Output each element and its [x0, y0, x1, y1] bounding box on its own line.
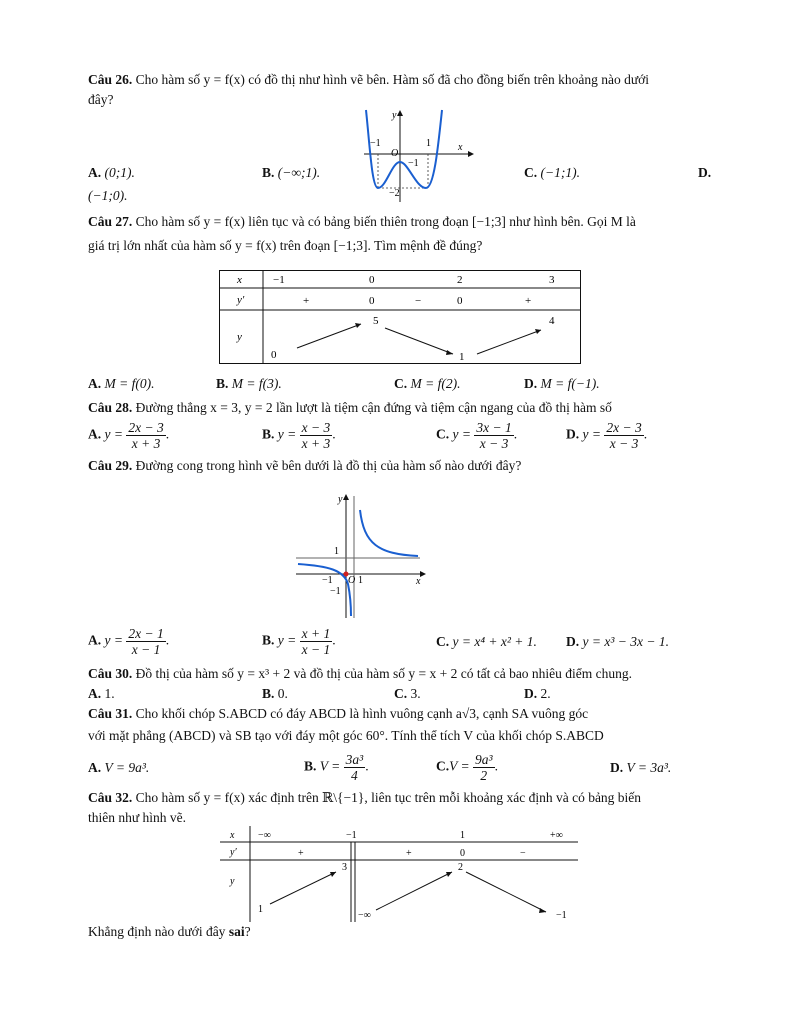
q28-option-d[interactable]: D. y = $\frac{2x - 3}{x - 3}$ .: [566, 420, 648, 451]
q31-text: Cho khối chóp S.ABCD có đáy ABCD là hình vuông cạnh a√3, cạnh SA vuông góc: [135, 706, 589, 721]
q28-option-a[interactable]: A. y = $\frac{2x - 3}{x + 3}$ .: [88, 420, 170, 451]
q27-option-c[interactable]: C. M = f(2).: [394, 376, 461, 391]
q30-label: Câu 30.: [88, 666, 133, 681]
q29-graph: [294, 490, 428, 620]
q27-x-0: −1: [273, 274, 285, 286]
q32-prompt-emphasis: sai: [228, 924, 245, 939]
q29-xtick-1: 1: [358, 575, 363, 586]
q27-y-1: 5: [373, 315, 379, 327]
q26-ytick-neg2: −2: [389, 188, 400, 199]
q32-variation-table: [220, 826, 578, 922]
q28-option-c[interactable]: C. y = $\frac{3x - 1}{x - 3}$ .: [436, 420, 518, 451]
q30-option-d[interactable]: D. 2.: [524, 686, 551, 701]
q32-x-2: 1: [460, 830, 465, 841]
q27-y-0: 0: [271, 349, 277, 361]
q26-graph: [358, 108, 476, 204]
q26-option-d-value[interactable]: (−1;0).: [88, 188, 128, 203]
q32-y-0: 1: [258, 904, 263, 915]
q28-line1: [88, 400, 612, 416]
q31-text2: với mặt phẳng (ABCD) và SB tạo với đáy một góc 60°. Tính thể tích V của khối chóp S.ABCD: [88, 728, 604, 743]
q32-y-4: −1: [556, 910, 567, 921]
q28-text: Đường thẳng x = 3, y = 2 lần lượt là tiệm cận đứng và tiệm cận ngang của đồ thị hàm số: [135, 400, 612, 415]
q26-option-a[interactable]: A. (0;1).: [88, 165, 135, 180]
q29-ytick-1: 1: [334, 546, 339, 557]
q32-text: Cho hàm số y = f(x) xác định trên ℝ\{−1}, liên tục trên mỗi khoảng xác định và có bảng biến: [135, 790, 642, 805]
q31-option-b[interactable]: B. V = $\frac{\text{3a³}}{4}$ .: [304, 752, 369, 783]
q27-row-yp: y′: [237, 294, 245, 306]
q27-sign-4: +: [525, 295, 532, 307]
q31-option-c[interactable]: C.V = $\frac{\text{9a³}}{2}$ .: [436, 752, 498, 783]
q27-y-3: 4: [549, 315, 555, 327]
q30-option-c[interactable]: C. 3.: [394, 686, 421, 701]
q27-row-x: x: [237, 274, 242, 286]
q26-ytick-neg1: −1: [408, 158, 419, 169]
q32-sign-1: +: [406, 848, 412, 859]
q26-text2: đây?: [88, 92, 114, 107]
q32-y-3: 2: [458, 862, 463, 873]
q32-sign-2: 0: [460, 848, 465, 859]
q30-text: Đồ thị của hàm số y = x³ + 2 và đồ thị của hàm số y = x + 2 có tất cả bao nhiêu điểm chung.: [135, 666, 633, 681]
q29-origin: O: [348, 575, 356, 586]
q32-line1: [88, 790, 641, 806]
q27-option-b[interactable]: B. M = f(3).: [216, 376, 282, 391]
q29-label: Câu 29.: [88, 458, 133, 473]
q31-option-d[interactable]: D. V = 3a³.: [610, 760, 672, 775]
q32-sign-3: −: [520, 848, 526, 859]
q32-sign-0: +: [298, 848, 304, 859]
q28-option-b[interactable]: B. y = $\frac{x - 3}{x + 3}$ .: [262, 420, 336, 451]
q27-variation-table: [219, 270, 581, 364]
q31-label: Câu 31.: [88, 706, 133, 721]
q30-option-a[interactable]: A. 1.: [88, 686, 115, 701]
q28-label: Câu 28.: [88, 400, 133, 415]
q32-x-0: −∞: [258, 830, 271, 841]
q26-tick-1: 1: [426, 138, 431, 149]
q27-label: Câu 27.: [88, 214, 133, 229]
q29-option-a[interactable]: A. y = $\frac{2x - 1}{x - 1}$ .: [88, 626, 170, 657]
q27-option-d[interactable]: D. M = f(−1).: [524, 376, 600, 391]
q27-sign-0: +: [303, 295, 310, 307]
q29-option-c[interactable]: C. y = x⁴ + x² + 1.: [436, 634, 537, 649]
q26-option-c[interactable]: C. (−1;1).: [524, 165, 580, 180]
q29-option-b[interactable]: B. y = $\frac{x + 1}{x - 1}$ .: [262, 626, 336, 657]
q31-option-a[interactable]: A. V = 9a³.: [88, 760, 150, 775]
q26-curve: [366, 110, 442, 188]
q27-x-1: 0: [369, 274, 375, 286]
q29-line1: [88, 458, 521, 474]
q27-text: Cho hàm số y = f(x) liên tục và có bảng biến thiên trong đoạn [−1;3] như hình bên. Gọi M là: [135, 214, 636, 229]
q32-y-2: −∞: [358, 910, 371, 921]
q32-row-x: x: [230, 830, 235, 841]
q26-option-b[interactable]: B. (−∞;1).: [262, 165, 321, 180]
q27-sign-1: 0: [369, 295, 375, 307]
q29-x-label: x: [416, 576, 421, 587]
q29-ytick-neg1: −1: [330, 586, 341, 597]
q32-row-y: y: [230, 876, 235, 887]
q26-x-label: x: [458, 142, 463, 153]
q26-y-label: y: [392, 110, 397, 121]
q32-y-1: 3: [342, 862, 347, 873]
q30-option-b[interactable]: B. 0.: [262, 686, 288, 701]
q32-label: Câu 32.: [88, 790, 133, 805]
q32-prompt: Khẳng định nào dưới đây sai?: [88, 924, 251, 939]
q30-line1: [88, 666, 632, 682]
q29-option-d[interactable]: D. y = x³ − 3x − 1.: [566, 634, 669, 649]
q32-x-1: −1: [346, 830, 357, 841]
q26-text: Cho hàm số y = f(x) có đồ thị như hình vẽ bên. Hàm số đã cho đồng biến trên khoảng nào dưới: [135, 72, 650, 87]
q26-tick-neg1: −1: [370, 138, 381, 149]
q29-xtick-neg1: −1: [322, 575, 333, 586]
q29-y-label: y: [338, 494, 343, 505]
q31-line1: [88, 706, 588, 722]
q27-x-3: 3: [549, 274, 555, 286]
q27-sign-3: 0: [457, 295, 463, 307]
q26-line1: [88, 72, 649, 88]
q29-curve-left: [298, 564, 351, 616]
q32-row-yp: y′: [230, 847, 237, 858]
q26-origin: O: [391, 148, 399, 159]
q27-sign-2: −: [415, 295, 422, 307]
q27-line1: [88, 214, 636, 230]
q27-x-2: 2: [457, 274, 463, 286]
q29-text: Đường cong trong hình vẽ bên dưới là đồ thị của hàm số nào dưới đây?: [135, 458, 522, 473]
q29-curve-right: [360, 510, 418, 556]
q26-label: Câu 26.: [88, 72, 133, 87]
q26-option-d-letter[interactable]: D.: [698, 165, 712, 180]
q27-option-a[interactable]: A. M = f(0).: [88, 376, 155, 391]
q27-row-y: y: [237, 331, 242, 343]
q32-x-3: +∞: [550, 830, 563, 841]
q27-y-2: 1: [459, 351, 465, 363]
q32-text2: thiên như hình vẽ.: [88, 810, 187, 825]
q27-text2: giá trị lớn nhất của hàm số y = f(x) trên đoạn [−1;3]. Tìm mệnh đề đúng?: [88, 238, 483, 253]
